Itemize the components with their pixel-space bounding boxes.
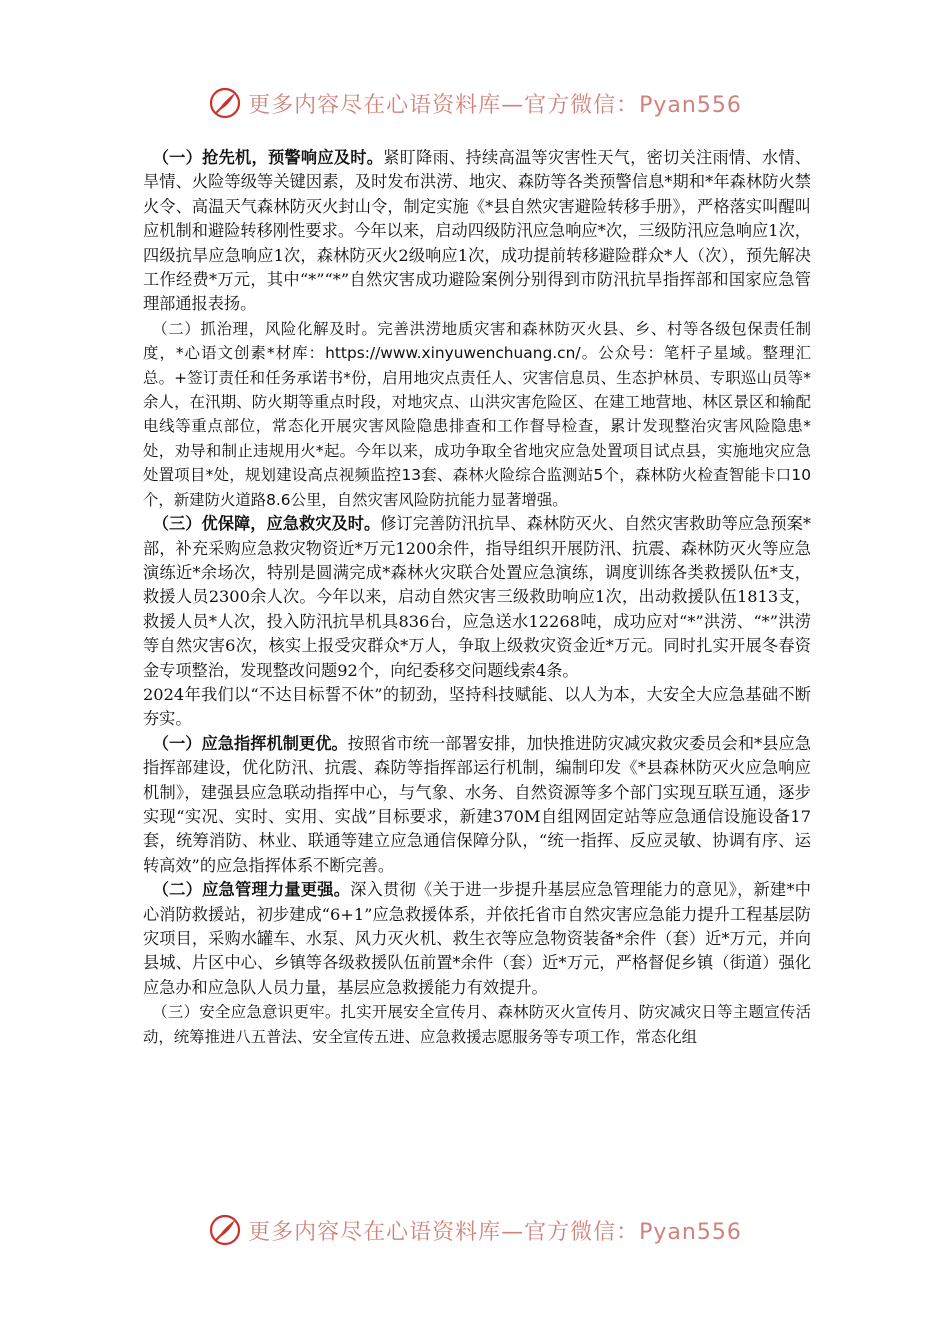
paragraph-risk-governance (143, 317, 811, 512)
watermark-banner-top (0, 83, 950, 123)
paragraph-management-force (143, 878, 811, 1000)
paragraph-text: 2024年我们以“不达目标誓不休”的韧劲，坚持科技赋能、以人为本，大安全大应急基础不断夯实。 (143, 684, 811, 729)
quill-pen-logo-icon (208, 86, 242, 120)
paragraph-text: （三）安全应急意识更牢。扎实开展安全宣传月、森林防灭火宣传月、防灾减灾日等主题宣传活动，统筹推进八五普法、安全宣传五进、应急救援志愿服务等专项工作，常态化组 (143, 1003, 811, 1046)
paragraph-safety-awareness (143, 1000, 811, 1049)
paragraph-heading: （一）抢先机，预警响应及时。 (152, 148, 384, 167)
document-body (143, 146, 811, 1049)
paragraph-heading: （三）优保障，应急救灾及时。 (152, 514, 381, 534)
paragraph-relief-support (143, 512, 811, 683)
watermark-text: 更多内容尽在心语资料库—官方微信：Pyan556 (248, 1219, 742, 1245)
paragraph-2024-summary (143, 683, 811, 732)
paragraph-heading: （一）应急指挥机制更优。 (152, 733, 348, 753)
paragraph-heading: （二）应急管理力量更强。 (152, 880, 351, 900)
paragraph-text: 紧盯降雨、持续高温等灾害性天气，密切关注雨情、水情、旱情、火险等级等关键因素，及时发布洪涝、地灾、森防等各类预警信息*期和*年森林防火禁火令、高温天气森林防灭火封山令，制定实施《*县自然灾害避险转移手册》，严格落实叫醒叫应机制和避险转移刚性要求。今年以来，启动四级防汛应急响应*次，三级防汛应急响应1次，四级抗旱应急响应1次，森林防灭火2级响应1次，成功提前转移避险群众*人（次），预先解决工作经费*万元，其中“*”“*”自然灾害成功避险案例分别得到市防汛抗旱指挥部和国家应急管理部通报表扬。 (143, 148, 812, 314)
paragraph-early-warning (143, 146, 811, 317)
watermark-banner-bottom (0, 1210, 950, 1250)
paragraph-text: （二）抓治理，风险化解及时。完善洪涝地质灾害和森林防灭火县、乡、村等各级包保责任制度，*心语文创素*材库：https://www.xinyuwenchuang.cn/。公众号：笔杆子星域。整理汇总。+签订责任和任务承诺书*份，启用地灾点责任人、灾害信息员、生态护林员、专职巡山员等*余人，在汛期、防火期等重点时段，对地灾点、山洪灾害危险区、在建工地营地、林区景区和输配电线等重点部位，常态化开展灾害风险隐患排查和工作督导检查，累计发现整治灾害风险隐患*处，劝导和制止违规用火*起。今年以来，成功争取全省地灾应急处置项目试点县，实施地灾应急处置项目*处，规划建设高点视频监控13套、森林火险综合监测站5个，森林防火检查智能卡口10个，新建防火道路8.6公里，自然灾害风险防抗能力显著增强。 (143, 319, 811, 509)
paragraph-text: 按照省市统一部署安排，加快推进防灾减灾救灾委员会和*县应急指挥部建设，优化防汛、抗震、森防等指挥部运行机制，编制印发《*县森林防灭火应急响应机制》，建强县应急联动指挥中心，与气象、水务、自然资源等多个部门实现互联互通，逐步实现“实况、实时、实用、实战”目标要求，新建370M自组网固定站等应急通信设施设备17套，统筹消防、林业、联通等建立应急通信保障分队，“统一指挥、反应灵敏、协调有序、运转高效”的应急指挥体系不断完善。 (143, 733, 812, 875)
watermark-text: 更多内容尽在心语资料库—官方微信：Pyan556 (248, 92, 742, 118)
paragraph-text: 修订完善防汛抗旱、森林防灭火、自然灾害救助等应急预案*部，补充采购应急救灾物资近*万元1200余件，指导组织开展防汛、抗震、森林防灭火等应急演练近*余场次，特别是圆满完成*森林火灾联合处置应急演练，调度训练各类救援队伍*支，救援人员2300余人次。今年以来，启动自然灾害三级救助响应1次，出动救援队伍1813支，救援人员*人次，投入防汛抗旱机具836台，应急送水12268吨，成功应对“*”洪涝、“*”洪涝等自然灾害6次，核实上报受灾群众*万人，争取上级救灾资金近*万元。同时扎实开展冬春资金专项整治，发现整改问题92个，向纪委移交问题线索4条。 (143, 514, 812, 680)
paragraph-text: 深入贯彻《关于进一步提升基层应急管理能力的意见》，新建*中心消防救援站，初步建成“6+1”应急救援体系，并依托省市自然灾害应急能力提升工程基层防灾项目，采购水罐车、水泵、风力灭火机、救生衣等应急物资装备*余件（套）近*万元，并向县城、片区中心、乡镇等各级救援队伍前置*余件（套）近*万元，严格督促乡镇（街道）强化应急办和应急队人员力量，基层应急救援能力有效提升。 (143, 880, 811, 997)
paragraph-command-mechanism (143, 732, 811, 878)
quill-pen-logo-icon (208, 1213, 242, 1247)
